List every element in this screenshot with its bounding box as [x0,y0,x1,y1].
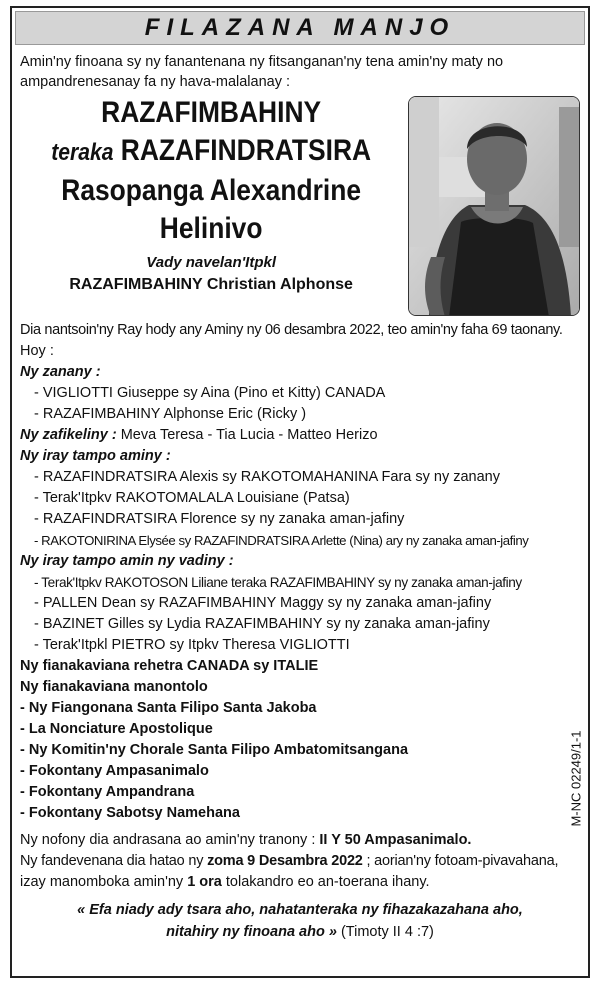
notice-title: FILAZANA MANJO [144,14,456,41]
spouse-sibling-item: - PALLEN Dean sy RAZAFIMBAHINY Maggy sy ny zanaka aman-jafiny [34,595,492,611]
spouse-name: RAZAFIMBAHINY Christian Alphonse [69,276,353,293]
bible-quote [20,899,580,943]
organization-line: - Ny Komitin'ny Chorale Santa Filipo Ambatomitsangana [20,742,409,758]
child-item: - VIGLIOTTI Giuseppe sy Aina (Pino et Kitty) CANADA [34,385,386,401]
intro-text: Amin'ny finoana sy ny fanantenana ny fitsanganan'ny tena amin'ny maty no ampandrenesanay fa ny hava-malalanay : [20,54,504,90]
grandchildren-label: Ny zafikeliny : [20,427,117,443]
children-label: Ny zanany : [20,364,101,380]
spouse-sibling-item: - BAZINET Gilles sy Lydia RAZAFIMBAHINY sy ny zanaka aman-jafiny [34,616,490,632]
deceased-maiden-line [43,132,379,172]
reference-code-block [566,708,586,848]
given-names-1: Rasopanga Alexandrine [61,174,362,207]
burial-text: izay manomboka amin'ny [20,874,188,890]
remains-line [20,830,580,851]
burial-date: zoma 9 Desambra 2022 [207,853,363,869]
spouse-label: Vady navelan'Itpkl [146,254,277,271]
notice-body [12,48,588,943]
organization-line: - Ny Fiangonana Santa Filipo Santa Jakoba [20,700,317,716]
burial-hour: 1 ora [187,874,222,890]
burial-line-2 [20,872,580,893]
maiden-name: RAZAFINDRATSIRA [120,134,372,167]
organization-line: - Fokontany Ampandrana [20,784,195,800]
given-names-2: Helinivo [159,212,263,245]
quote-reference: (Timoty II 4 :7) [336,924,434,940]
sibling-item: - RAZAFINDRATSIRA Alexis sy RAKOTOMAHANINA Fara sy ny zanany [34,469,500,485]
sibling-item: - Terak'Itpkv RAKOTOMALALA Louisiane (Patsa) [34,490,350,506]
sibling-item: - RAZAFINDRATSIRA Florence sy ny zanaka aman-jafiny [34,511,405,527]
quote-line-2 [20,921,580,943]
grandchildren-line [20,425,580,446]
quote-line-1: « Efa niady ady tsara aho, nahatanteraka ny fihazakazahana aho, [77,902,523,918]
deceased-surname: RAZAFIMBAHINY [101,96,322,129]
quote-text: nitahiry ny finoana aho » [166,924,337,940]
spouse-siblings-label: Ny iray tampo amin ny vadiny : [20,553,234,569]
burial-text: ; aorian'ny fotoam-pivavahana, [362,853,559,869]
remains-address: II Y 50 Ampasanimalo. [319,832,472,848]
name-photo-block [20,94,580,316]
remains-text: Ny nofony dia andrasana ao amin'ny tranony : [20,832,320,848]
notice-frame [10,6,590,978]
burial-text: tolakandro eo an-toerana ihany. [221,874,430,890]
deceased-names [20,94,402,316]
spouse-sibling-item: - Terak'Itpkl PIETRO sy Itpkv Theresa VIGLIOTTI [34,637,350,653]
reference-code: M-NC 02249/1-1 [568,729,584,827]
burial-text: Ny fandevenana dia hatao ny [20,853,208,869]
child-item: - RAZAFIMBAHINY Alphonse Eric (Ricky ) [34,406,307,422]
siblings-label: Ny iray tampo aminy : [20,448,171,464]
hoy-label: Hoy : [20,343,54,359]
born-prefix: teraka [51,139,114,166]
sibling-item: - RAKOTONIRINA Elysée sy RAZAFINDRATSIRA Arlette (Nina) ary ny zanaka aman-jafiny [34,533,529,548]
notice-header [15,11,585,45]
organization-line: - La Nonciature Apostolique [20,721,213,737]
organization-line: - Fokontany Ampasanimalo [20,763,209,779]
death-notice: Dia nantsoin'ny Ray hody any Aminy ny 06 desambra 2022, teo amin'ny faha 69 taonany. [20,322,563,338]
grandchildren-value: Meva Teresa - Tia Lucia - Matteo Herizo [116,427,378,443]
family-line: Ny fianakaviana rehetra CANADA sy ITALIE [20,658,319,674]
burial-line-1 [20,851,580,872]
deceased-photo [408,96,580,316]
spouse-sibling-item: - Terak'Itpkv RAKOTOSON Liliane teraka RAZAFIMBAHINY sy ny zanaka aman-jafiny [34,575,522,590]
family-line: Ny fianakaviana manontolo [20,679,208,695]
organization-line: - Fokontany Sabotsy Namehana [20,805,240,821]
